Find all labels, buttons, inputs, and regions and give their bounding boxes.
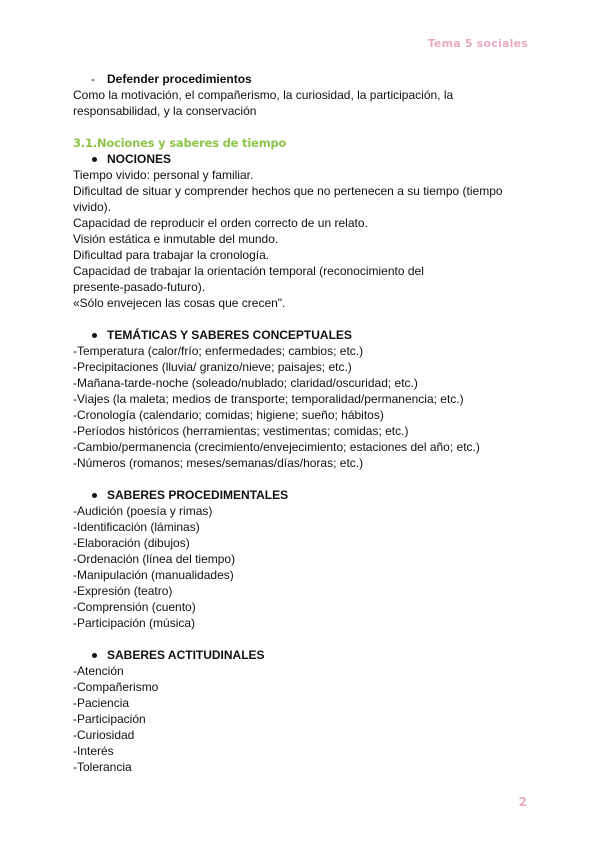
list-item: -Viajes (la maleta; medios de transporte; temporalidad/permanencia; etc.) <box>73 392 464 406</box>
page-number: 2 <box>518 795 527 809</box>
list-item: -Participación (música) <box>73 616 196 630</box>
list-item: -Mañana-tarde-noche (soleado/nublado; claridad/oscuridad; etc.) <box>73 376 418 390</box>
list-item: -Interés <box>73 744 114 758</box>
list-item: -Tolerancia <box>73 760 132 774</box>
list-item: -Cronología (calendario; comidas; higiene; sueño; hábitos) <box>73 408 384 422</box>
bullet-icon <box>92 493 97 498</box>
bullet-icon <box>92 653 97 658</box>
list-item: -Expresión (teatro) <box>73 584 173 598</box>
nociones-line: Capacidad de reproducir el orden correcto de un relato. <box>73 216 368 230</box>
bullet-icon <box>92 157 97 162</box>
nociones-line: presente-pasado-futuro). <box>73 280 206 294</box>
list-item: -Atención <box>73 664 124 678</box>
tematicas-heading-text: TEMÁTICAS Y SABERES CONCEPTUALES <box>107 328 352 342</box>
list-item: -Comprensión (cuento) <box>73 600 196 614</box>
list-item: -Compañerismo <box>73 680 159 694</box>
nociones-line: «Sólo envejecen las cosas que crecen". <box>73 296 286 310</box>
document-header-title: Tema 5 sociales <box>427 37 528 50</box>
intro-heading <box>73 71 543 87</box>
nociones-line: vivido). <box>73 200 112 214</box>
list-item: -Temperatura (calor/frío; enfermedades; cambios; etc.) <box>73 344 364 358</box>
nociones-line: Tiempo vivido: personal y familiar. <box>73 168 254 182</box>
list-item: -Curiosidad <box>73 728 135 742</box>
nociones-heading <box>73 151 543 167</box>
procedimentales-heading <box>73 487 543 503</box>
list-item: -Audición (poesía y rimas) <box>73 504 213 518</box>
bullet-icon <box>92 333 97 338</box>
intro-line: responsabilidad, y la conservación <box>73 104 257 118</box>
list-item: -Ordenación (línea del tiempo) <box>73 552 236 566</box>
actitudinales-heading-text: SABERES ACTITUDINALES <box>107 648 265 662</box>
list-item: -Números (romanos; meses/semanas/días/horas; etc.) <box>73 456 364 470</box>
intro-line: Como la motivación, el compañerismo, la curiosidad, la participación, la <box>73 88 454 102</box>
nociones-heading-text: NOCIONES <box>107 152 172 166</box>
list-item: -Participación <box>73 712 146 726</box>
nociones-line: Visión estática e inmutable del mundo. <box>73 232 279 246</box>
list-item: -Manipulación (manualidades) <box>73 568 234 582</box>
list-item: -Identificación (láminas) <box>73 520 200 534</box>
document-body <box>73 71 543 775</box>
intro-dash: - <box>91 72 95 86</box>
list-item: -Paciencia <box>73 696 130 710</box>
tematicas-heading <box>73 327 543 343</box>
list-item: -Cambio/permanencia (crecimiento/envejecimiento; estaciones del año; etc.) <box>73 440 480 454</box>
nociones-line: Dificultad de situar y comprender hechos que no pertenecen a su tiempo (tiempo <box>73 184 503 198</box>
nociones-line: Dificultad para trabajar la cronología. <box>73 248 270 262</box>
procedimentales-heading-text: SABERES PROCEDIMENTALES <box>107 488 289 502</box>
list-item: -Precipitaciones (lluvia/ granizo/nieve; paisajes; etc.) <box>73 360 352 374</box>
intro-heading-text: Defender procedimientos <box>107 72 252 86</box>
section-title: 3.1.Nociones y saberes de tiempo <box>73 136 287 150</box>
list-item: -Períodos históricos (herramientas; vestimentas; comidas; etc.) <box>73 424 409 438</box>
actitudinales-heading <box>73 647 543 663</box>
nociones-line: Capacidad de trabajar la orientación temporal (reconocimiento del <box>73 264 424 278</box>
list-item: -Elaboración (dibujos) <box>73 536 190 550</box>
